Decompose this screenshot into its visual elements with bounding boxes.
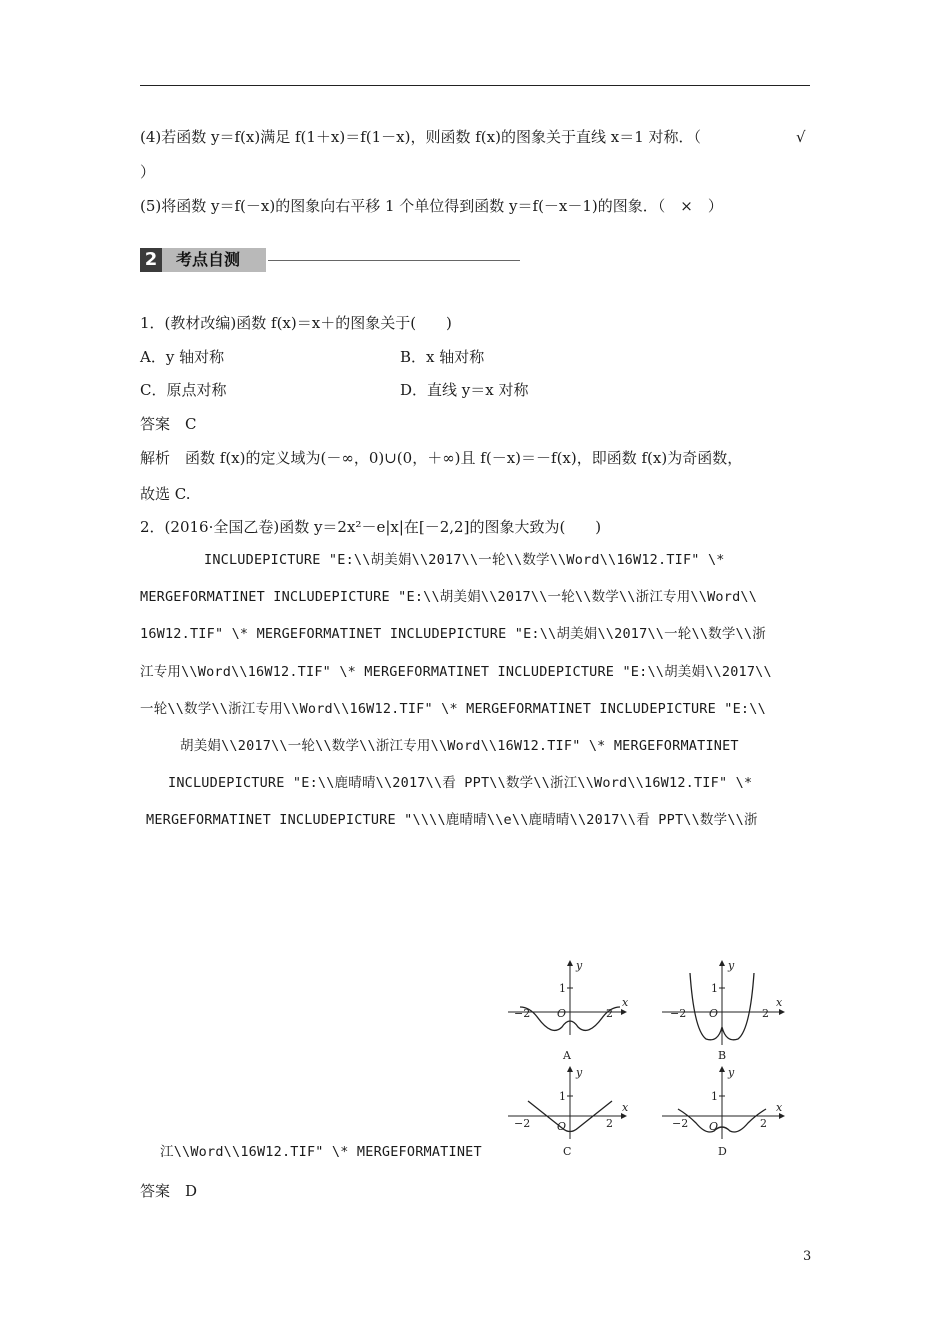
q1-answer: 答案 C — [140, 415, 197, 433]
item-4-line-2: ） — [140, 163, 156, 181]
q1-option-b: B．x 轴对称 — [400, 348, 485, 366]
header-rule — [140, 85, 810, 86]
graph-c-neg2: −2 — [514, 1117, 531, 1130]
field-code-tail: 江\\Word\\16W12.TIF" \* MERGEFORMATINET — [160, 1144, 482, 1160]
q1-analysis-line-1: 解析 函数 f(x)的定义域为(－∞，0)∪(0，＋∞)且 f(－x)＝－f(x)，即函数 f(x)为奇函数， — [140, 449, 743, 467]
item-4-mark: √ — [796, 128, 806, 146]
graph-c-origin: O — [557, 1120, 567, 1133]
section-divider — [268, 260, 520, 261]
graph-b-neg2: −2 — [670, 1007, 687, 1020]
section-number-badge: 2 — [140, 248, 162, 272]
field-code-line: 胡美娟\\2017\\一轮\\数学\\浙江专用\\Word\\16W12.TIF" \* MERGEFORMATINET — [180, 738, 739, 754]
field-code-line: INCLUDEPICTURE "E:\\鹿晴晴\\2017\\看 PPT\\数学\\浙江\\Word\\16W12.TIF" \* — [168, 775, 753, 791]
graph-a-one: 1 — [559, 982, 566, 995]
graph-b-y-label: y — [728, 959, 735, 972]
q1-analysis-line-2: 故选 C. — [140, 485, 191, 503]
q1-option-c: C．原点对称 — [140, 381, 227, 399]
graph-c-pos2: 2 — [606, 1117, 613, 1130]
page-number: 3 — [803, 1249, 812, 1264]
field-code-line: MERGEFORMATINET INCLUDEPICTURE "E:\\胡美娟\\2017\\一轮\\数学\\浙江专用\\Word\\ — [140, 589, 758, 605]
q1-option-d: D．直线 y＝x 对称 — [400, 381, 529, 399]
graph-b-caption: B — [718, 1049, 727, 1062]
graph-d-origin: O — [709, 1120, 719, 1133]
graph-a-caption: A — [563, 1049, 571, 1062]
graph-a — [508, 959, 629, 1062]
graph-b-pos2: 2 — [762, 1007, 769, 1020]
graph-b-origin: O — [709, 1007, 719, 1020]
graph-b-x-label: x — [776, 996, 783, 1009]
graph-d-one: 1 — [711, 1090, 718, 1103]
graph-a-y-label: y — [576, 959, 583, 972]
q1-stem: 1．(教材改编)函数 f(x)＝x＋的图象关于( ) — [140, 314, 452, 332]
graph-c — [508, 1066, 629, 1158]
field-code-line: 江专用\\Word\\16W12.TIF" \* MERGEFORMATINET INCLUDEPICTURE "E:\\胡美娟\\2017\\ — [140, 664, 772, 680]
graph-d-x-label: x — [776, 1101, 783, 1114]
graph-d-pos2: 2 — [760, 1117, 767, 1130]
graph-d-neg2: −2 — [672, 1117, 689, 1130]
item-5: (5)将函数 y＝f(－x)的图象向右平移 1 个单位得到函数 y＝f(－x－1)的图象．（ × ） — [140, 197, 723, 215]
section-title: 考点自测 — [162, 248, 266, 272]
graph-d-y-label: y — [728, 1066, 735, 1079]
graph-d-caption: D — [718, 1145, 727, 1158]
graph-a-x-label: x — [622, 996, 629, 1009]
graph-d — [662, 1066, 784, 1158]
field-code-line: 一轮\\数学\\浙江专用\\Word\\16W12.TIF" \* MERGEFORMATINET INCLUDEPICTURE "E:\\ — [140, 701, 766, 717]
q2-stem: 2．(2016·全国乙卷)函数 y＝2x²－e|x|在[－2,2]的图象大致为( ) — [140, 518, 602, 536]
item-4-line-1: (4)若函数 y＝f(x)满足 f(1＋x)＝f(1－x)，则函数 f(x)的图象关于直线 x＝1 对称．（ — [140, 128, 702, 146]
graph-c-one: 1 — [559, 1090, 566, 1103]
graph-b-one: 1 — [711, 982, 718, 995]
field-code-line: INCLUDEPICTURE "E:\\胡美娟\\2017\\一轮\\数学\\Word\\16W12.TIF" \* — [204, 552, 725, 568]
graph-a-pos2: 2 — [606, 1007, 613, 1020]
graph-c-x-label: x — [622, 1101, 629, 1114]
q2-answer: 答案 D — [140, 1182, 198, 1200]
field-code-line: 16W12.TIF" \* MERGEFORMATINET INCLUDEPICTURE "E:\\胡美娟\\2017\\一轮\\数学\\浙 — [140, 626, 766, 642]
graph-c-y-label: y — [576, 1066, 583, 1079]
answer-graphs-figure — [500, 955, 800, 1165]
graph-a-origin: O — [557, 1007, 567, 1020]
graph-b — [662, 959, 784, 1062]
graph-a-neg2: −2 — [514, 1007, 531, 1020]
graph-c-caption: C — [563, 1145, 572, 1158]
field-code-line: MERGEFORMATINET INCLUDEPICTURE "\\\\鹿晴晴\\e\\鹿晴晴\\2017\\看 PPT\\数学\\浙 — [146, 812, 758, 828]
q1-option-a: A．y 轴对称 — [140, 348, 225, 366]
